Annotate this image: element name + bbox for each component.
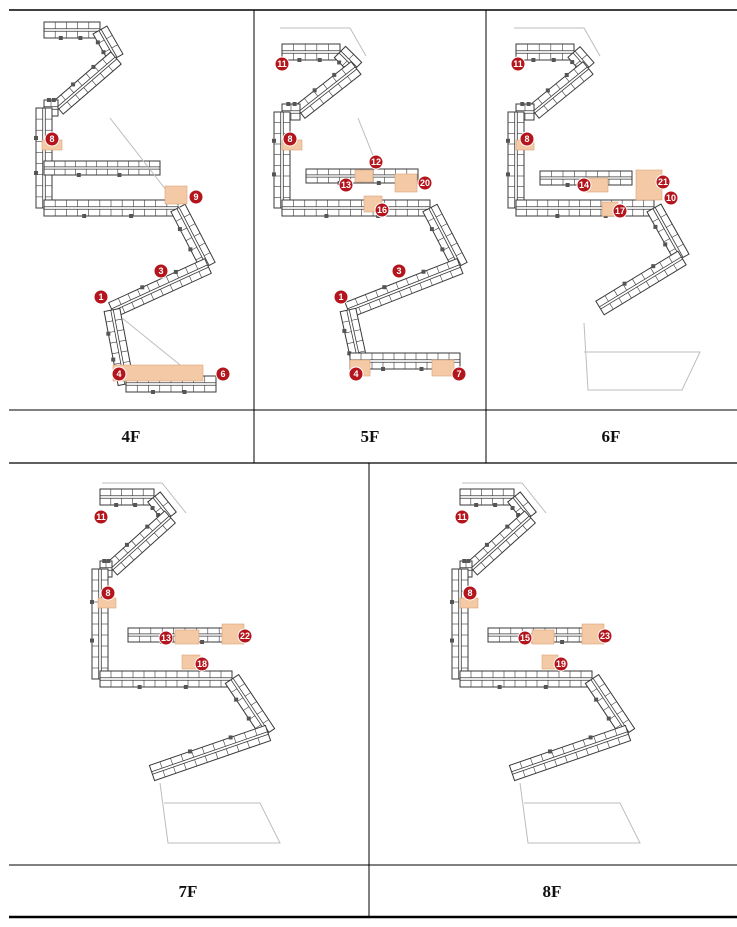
stair-block (466, 559, 470, 563)
stair-block (71, 82, 75, 86)
marker-11-5f (275, 57, 289, 71)
marker-number: 14 (578, 180, 590, 191)
marker-number: 9 (193, 192, 199, 203)
corridor-wall (57, 57, 115, 107)
marker-1-4f (94, 290, 108, 304)
stair-block (332, 73, 336, 77)
marker-11-8f (455, 510, 469, 524)
corridor-wall (471, 516, 529, 568)
marker-3-5f (392, 264, 406, 278)
marker-20-5f (418, 176, 432, 190)
marker-11-7f (94, 510, 108, 524)
wing-outline (282, 200, 430, 216)
stair-block (607, 717, 611, 721)
stair-block (420, 367, 424, 371)
corridor-wall (113, 518, 171, 570)
wing-outline (282, 44, 340, 60)
stair-block (151, 390, 155, 394)
highlighted-room (113, 365, 203, 381)
stair-block (544, 685, 548, 689)
corridor-wall (473, 518, 531, 570)
marker-number: 4 (116, 369, 122, 380)
corridor-wall (599, 257, 681, 307)
stair-block (566, 183, 570, 187)
corridor-wall (512, 734, 628, 774)
wing-outline (585, 675, 634, 738)
stair-block (272, 172, 276, 176)
wing-outline (171, 204, 215, 269)
label-6f: 6F (601, 427, 621, 446)
stair-block (151, 506, 155, 510)
plan-7f (90, 483, 280, 843)
marker-11-6f (511, 57, 525, 71)
marker-number: 8 (524, 134, 530, 145)
marker-number: 3 (396, 266, 402, 277)
marker-number: 1 (98, 292, 104, 303)
plan-5f (272, 28, 467, 376)
plan-8f (450, 483, 640, 843)
label-4f: 4F (121, 427, 141, 446)
stair-block (318, 58, 322, 62)
wing-outline (509, 725, 630, 780)
plan-4f (34, 22, 216, 394)
stair-block (188, 749, 192, 753)
stair-block (531, 58, 535, 62)
stair-block (183, 390, 187, 394)
stair-block (178, 227, 182, 231)
wing-outline (274, 112, 293, 208)
wing-outline (596, 251, 686, 315)
wing-outline (53, 52, 121, 114)
stair-block (229, 735, 233, 739)
marker-number: 8 (105, 588, 111, 599)
marker-21-6f (656, 175, 670, 189)
stair-block (324, 214, 328, 218)
marker-8-5f (283, 132, 297, 146)
wing-outline (44, 22, 100, 38)
marker-4-5f (349, 367, 363, 381)
stair-block (247, 717, 251, 721)
stair-block (140, 285, 144, 289)
stair-block (520, 102, 524, 106)
stair-block (548, 749, 552, 753)
stair-block (498, 685, 502, 689)
stair-block (34, 136, 38, 140)
stair-block (421, 270, 425, 274)
stair-block (462, 559, 466, 563)
stair-block (377, 181, 381, 185)
stair-block (313, 88, 317, 92)
marker-18-7f (195, 657, 209, 671)
stair-block (589, 735, 593, 739)
stair-block (511, 506, 515, 510)
stair-block (663, 242, 667, 246)
highlighted-room (395, 174, 417, 192)
label-5f: 5F (360, 427, 380, 446)
marker-number: 4 (353, 369, 359, 380)
marker-number: 21 (657, 177, 669, 188)
marker-number: 1 (338, 292, 344, 303)
stair-block (506, 139, 510, 143)
wing-outline (44, 161, 160, 175)
stair-block (505, 525, 509, 529)
marker-number: 18 (196, 659, 208, 670)
stair-block (555, 214, 559, 218)
wing-outline (460, 489, 514, 505)
stair-block (560, 640, 564, 644)
stair-block (59, 36, 63, 40)
stair-block (382, 285, 386, 289)
marker-number: 20 (419, 178, 431, 189)
corridor-wall (512, 732, 628, 772)
marker-number: 22 (239, 631, 251, 642)
marker-10-6f (664, 191, 678, 205)
wing-outline (467, 511, 536, 575)
stair-block (138, 685, 142, 689)
stair-block (90, 600, 94, 604)
stair-block (430, 227, 434, 231)
stair-block (52, 98, 56, 102)
marker-3-4f (154, 264, 168, 278)
stair-block (493, 503, 497, 507)
stair-block (293, 102, 297, 106)
stair-block (102, 559, 106, 563)
marker-1-5f (334, 290, 348, 304)
stair-block (106, 559, 110, 563)
marker-number: 8 (49, 134, 55, 145)
wing-outline (423, 204, 467, 269)
corridor-wall (59, 59, 117, 109)
stair-block (506, 172, 510, 176)
marker-13-5f (339, 178, 353, 192)
marker-8-6f (520, 132, 534, 146)
marker-number: 13 (160, 633, 172, 644)
table-frame (9, 10, 737, 917)
label-7f: 7F (178, 882, 198, 901)
stair-block (145, 525, 149, 529)
stair-block (653, 225, 657, 229)
stair-block (565, 73, 569, 77)
marker-number: 8 (467, 588, 473, 599)
corridor-wall (152, 734, 268, 774)
wing-outline (647, 204, 689, 262)
marker-23-8f (598, 629, 612, 643)
marker-8-7f (101, 586, 115, 600)
stair-block (78, 36, 82, 40)
corridor-wall (601, 259, 683, 309)
marker-number: 23 (599, 631, 611, 642)
marker-13-7f (159, 631, 173, 645)
marker-number: 12 (370, 157, 382, 168)
marker-number: 11 (457, 512, 467, 523)
marker-14-6f (577, 178, 591, 192)
marker-number: 16 (376, 205, 388, 216)
stair-block (106, 332, 110, 336)
wing-outline (149, 725, 270, 780)
highlighted-room (165, 186, 187, 204)
wing-outline (100, 489, 154, 505)
marker-16-5f (375, 203, 389, 217)
marker-17-6f (613, 204, 627, 218)
stair-block (200, 640, 204, 644)
wing-outline (107, 511, 176, 575)
stair-block (114, 503, 118, 507)
wing-outline (516, 44, 574, 60)
marker-number: 11 (277, 59, 287, 70)
wing-outline (508, 112, 524, 208)
marker-4-4f (112, 367, 126, 381)
marker-number: 6 (220, 369, 226, 380)
marker-7-5f (452, 367, 466, 381)
stair-block (34, 171, 38, 175)
stair-block (129, 214, 133, 218)
label-8f: 8F (542, 882, 562, 901)
marker-number: 11 (513, 59, 523, 70)
site-outline (584, 323, 700, 390)
stair-block (101, 50, 105, 54)
stair-block (450, 600, 454, 604)
marker-19-8f (554, 657, 568, 671)
marker-number: 3 (158, 266, 164, 277)
stair-block (594, 698, 598, 702)
marker-number: 19 (555, 659, 567, 670)
wing-outline (225, 675, 274, 738)
stair-block (337, 60, 341, 64)
stair-block (174, 270, 178, 274)
stair-block (82, 214, 86, 218)
stair-block (342, 329, 346, 333)
wing-outline (36, 108, 55, 208)
stair-block (474, 503, 478, 507)
marker-22-7f (238, 629, 252, 643)
stair-block (381, 367, 385, 371)
site-outline (160, 783, 280, 843)
marker-12-5f (369, 155, 383, 169)
stair-block (297, 58, 301, 62)
marker-6-4f (216, 367, 230, 381)
highlighted-room (355, 170, 373, 182)
marker-15-8f (518, 631, 532, 645)
stair-block (272, 139, 276, 143)
stair-block (234, 698, 238, 702)
marker-number: 7 (456, 369, 462, 380)
plan-6f (506, 28, 700, 390)
marker-number: 15 (519, 633, 531, 644)
wing-outline (516, 200, 654, 216)
stair-block (90, 639, 94, 643)
highlighted-room (532, 630, 554, 644)
stair-block (77, 173, 81, 177)
highlighted-room (175, 630, 199, 644)
stair-block (651, 264, 655, 268)
marker-number: 17 (614, 206, 626, 217)
stair-block (450, 639, 454, 643)
stair-block (111, 358, 115, 362)
stair-block (546, 88, 550, 92)
stair-block (188, 247, 192, 251)
stair-block (47, 98, 51, 102)
corridor-wall (111, 516, 169, 568)
stair-block (552, 58, 556, 62)
stair-block (527, 102, 531, 106)
marker-number: 11 (96, 512, 106, 523)
highlighted-room (432, 360, 454, 376)
stair-block (286, 102, 290, 106)
marker-number: 10 (665, 193, 677, 204)
marker-number: 8 (287, 134, 293, 145)
stair-block (117, 173, 121, 177)
stair-block (184, 685, 188, 689)
marker-number: 13 (340, 180, 352, 191)
stair-block (133, 503, 137, 507)
stair-block (485, 543, 489, 547)
marker-9-4f (189, 190, 203, 204)
stair-block (623, 282, 627, 286)
stair-block (125, 543, 129, 547)
corridor-wall (152, 732, 268, 772)
marker-8-4f (45, 132, 59, 146)
site-outline (520, 783, 640, 843)
stair-block (91, 65, 95, 69)
stair-block (570, 60, 574, 64)
stair-block (96, 40, 100, 44)
marker-8-8f (463, 586, 477, 600)
stair-block (440, 247, 444, 251)
